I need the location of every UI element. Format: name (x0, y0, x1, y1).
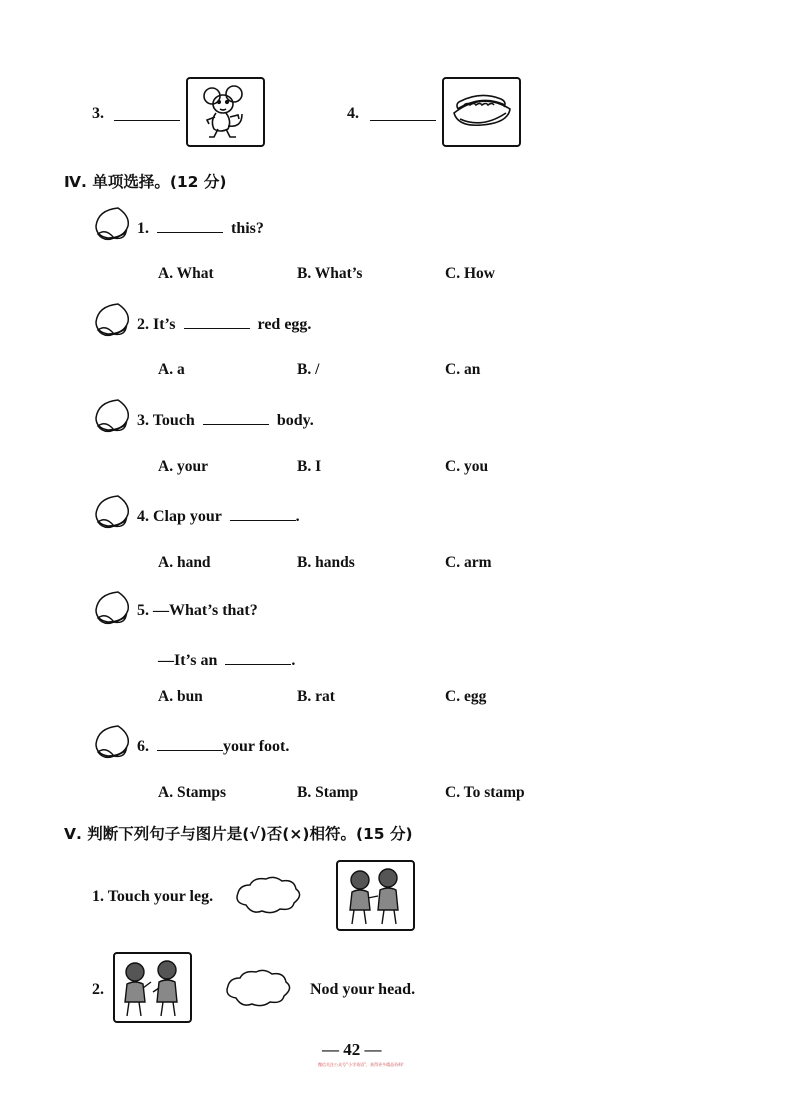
option-b[interactable]: B. I (297, 458, 322, 475)
option-c[interactable]: C. an (445, 361, 481, 378)
option-c[interactable]: C. To stamp (445, 784, 525, 801)
question-6 (137, 736, 289, 757)
option-a[interactable]: A. What (158, 265, 214, 282)
option-c[interactable]: C. egg (445, 688, 487, 705)
question-text: Touch (152, 412, 195, 429)
footer-note: 微信关注公众号“小学英语”，获得更多精品资料! (318, 1062, 404, 1067)
children-picture-2 (113, 952, 192, 1023)
judge-item-2-text: Nod your head. (310, 981, 416, 998)
item4-answer-blank[interactable] (370, 106, 436, 121)
option-b[interactable]: B. What’s (297, 265, 363, 282)
option-a[interactable]: A. hand (158, 554, 211, 571)
question-1-blank[interactable] (157, 218, 223, 233)
question-text: Clap your (153, 508, 222, 525)
peach-icon (90, 588, 134, 628)
question-text: . (295, 508, 300, 525)
item3-answer-blank[interactable] (114, 106, 180, 121)
option-a[interactable]: A. a (158, 361, 185, 378)
judge-item-2-number: 2. (92, 981, 104, 998)
children-icon (115, 954, 190, 1021)
question-3-blank[interactable] (203, 410, 269, 425)
question-number: 1. (137, 220, 149, 237)
section-4-title: Ⅳ. 单项选择。(12 分) (64, 173, 227, 191)
peach-icon (90, 492, 134, 532)
option-c[interactable]: C. you (445, 458, 489, 475)
judge-item-1-text: 1. Touch your leg. (92, 888, 214, 905)
question-number: 6. (137, 738, 149, 755)
question-text: your foot. (223, 738, 290, 755)
hotdog-icon (444, 79, 519, 145)
option-b[interactable]: B. Stamp (297, 784, 359, 801)
section-5-title: Ⅴ. 判断下列句子与图片是(√)否(×)相符。(15 分) (64, 825, 413, 843)
peach-icon (90, 204, 134, 244)
item4-label: 4. (347, 105, 359, 122)
question-text: —It’s an (158, 652, 218, 669)
page-number: — 42 — (322, 1040, 382, 1059)
item3-label: 3. (92, 105, 104, 122)
option-b[interactable]: B. hands (297, 554, 355, 571)
question-text: —What’s that? (153, 602, 258, 619)
question-4 (137, 506, 300, 527)
mouse-icon (188, 79, 263, 145)
question-number: 3. (137, 412, 149, 429)
hotdog-picture (442, 77, 521, 147)
question-text: It’s (153, 316, 176, 333)
question-text: red egg. (257, 316, 312, 333)
option-b[interactable]: B. / (297, 361, 320, 378)
question-number: 4. (137, 508, 149, 525)
option-a[interactable]: A. bun (158, 688, 203, 705)
question-5 (137, 601, 258, 621)
peach-icon (90, 722, 134, 762)
question-6-blank[interactable] (157, 736, 223, 751)
option-a[interactable]: A. your (158, 458, 208, 475)
question-3 (137, 410, 314, 431)
option-b[interactable]: B. rat (297, 688, 335, 705)
children-picture-1 (336, 860, 415, 931)
option-a[interactable]: A. Stamps (158, 784, 227, 801)
answer-cloud-1[interactable] (232, 875, 304, 917)
mouse-picture (186, 77, 265, 147)
question-number: 5. (137, 602, 149, 619)
peach-icon (90, 396, 134, 436)
children-icon (338, 862, 413, 929)
question-text: this? (231, 220, 264, 237)
answer-cloud-2[interactable] (222, 968, 294, 1010)
question-5-line-2 (158, 650, 295, 671)
question-number: 2. (137, 316, 149, 333)
option-c[interactable]: C. How (445, 265, 495, 282)
question-4-blank[interactable] (230, 506, 296, 521)
question-text: . (291, 652, 296, 669)
peach-icon (90, 300, 134, 340)
question-1 (137, 218, 264, 239)
question-text: body. (276, 412, 314, 429)
question-2-blank[interactable] (184, 314, 250, 329)
question-5-blank[interactable] (225, 650, 291, 665)
question-2 (137, 314, 311, 335)
option-c[interactable]: C. arm (445, 554, 492, 571)
